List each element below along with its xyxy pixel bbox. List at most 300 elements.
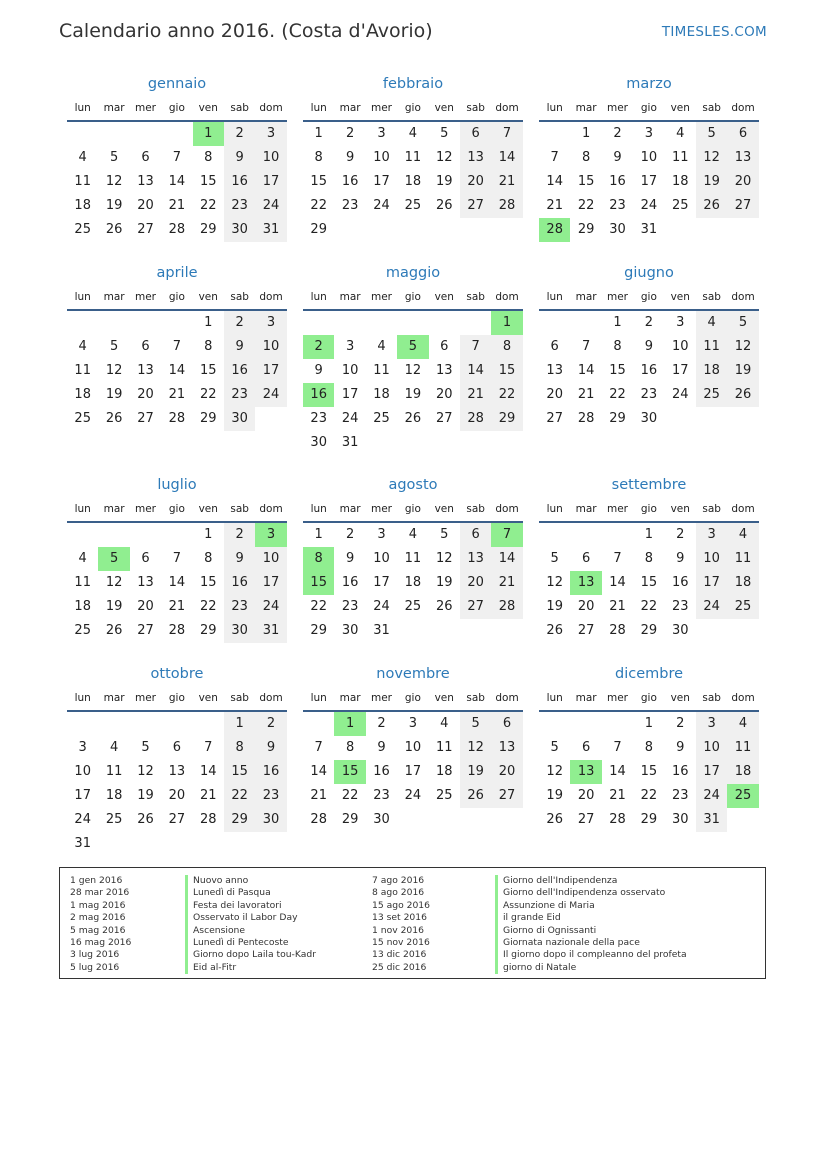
day-cell: 20 bbox=[577, 788, 595, 803]
day-cell: 25 bbox=[74, 222, 91, 237]
day-cell: 30 bbox=[310, 435, 327, 450]
days-grid bbox=[303, 712, 523, 832]
day-cell: 25 bbox=[105, 812, 123, 827]
weekday-label: gio bbox=[168, 291, 185, 303]
weekday-label: ven bbox=[670, 102, 690, 114]
day-cell: 14 bbox=[199, 764, 217, 779]
day-cell: 10 bbox=[255, 547, 286, 571]
weekday-label: mar bbox=[103, 692, 125, 704]
day-cell: 9 bbox=[224, 146, 255, 170]
day-cell: 25 bbox=[727, 595, 758, 619]
day-cell: 25 bbox=[404, 599, 422, 614]
day-cell: 19 bbox=[460, 760, 491, 784]
day-cell: 7 bbox=[172, 551, 181, 566]
empty-cell bbox=[130, 523, 161, 547]
days-grid bbox=[67, 122, 287, 242]
day-cell: 16 bbox=[224, 571, 255, 595]
day-cell: 6 bbox=[172, 740, 181, 755]
day-cell: 26 bbox=[435, 599, 453, 614]
weekday-label: lun bbox=[74, 503, 91, 515]
weekday-label: sab bbox=[702, 692, 721, 704]
month-novembre bbox=[303, 662, 523, 832]
day-cell: 12 bbox=[727, 335, 758, 359]
day-cell: 15 bbox=[199, 575, 217, 590]
day-cell: 7 bbox=[581, 339, 591, 354]
empty-cell bbox=[570, 523, 601, 547]
day-cell: 4 bbox=[696, 311, 727, 335]
empty-cell bbox=[161, 311, 192, 335]
empty-cell bbox=[334, 311, 365, 335]
day-cell: 26 bbox=[105, 623, 123, 638]
day-cell: 26 bbox=[137, 812, 154, 827]
day-cell: 10 bbox=[255, 335, 286, 359]
day-cell: 4 bbox=[440, 716, 449, 731]
day-cell: 21 bbox=[168, 198, 186, 213]
day-cell: 18 bbox=[105, 788, 123, 803]
day-cell: 24 bbox=[255, 595, 286, 619]
day-cell: 28 bbox=[168, 222, 186, 237]
holiday-day-cell: 13 bbox=[570, 760, 601, 784]
day-cell: 5 bbox=[440, 527, 449, 542]
holiday-day-cell: 5 bbox=[397, 335, 428, 359]
day-cell: 11 bbox=[74, 575, 91, 590]
day-cell: 28 bbox=[460, 407, 491, 431]
day-cell: 28 bbox=[168, 411, 186, 426]
weekday-header bbox=[303, 497, 523, 523]
day-cell: 29 bbox=[310, 623, 327, 638]
day-cell: 18 bbox=[671, 174, 689, 189]
empty-cell bbox=[67, 122, 98, 146]
day-cell: 26 bbox=[105, 411, 123, 426]
weekday-header bbox=[539, 497, 759, 523]
day-cell: 13 bbox=[137, 363, 154, 378]
weekday-label: ven bbox=[434, 291, 454, 303]
month-luglio bbox=[67, 473, 287, 643]
day-cell: 12 bbox=[137, 764, 154, 779]
weekday-label: mer bbox=[606, 692, 628, 704]
weekday-label: mar bbox=[575, 291, 597, 303]
day-cell: 14 bbox=[609, 575, 626, 590]
day-cell: 17 bbox=[341, 387, 359, 402]
day-cell: 11 bbox=[727, 736, 758, 760]
page-title: Calendario anno 2016. (Costa d'Avorio) bbox=[59, 20, 433, 42]
day-cell: 7 bbox=[172, 339, 181, 354]
legend-holiday-name: Ascensione bbox=[185, 925, 316, 937]
day-cell: 3 bbox=[345, 339, 355, 354]
legend-names-col-1 bbox=[185, 875, 316, 974]
weekday-label: ven bbox=[670, 503, 690, 515]
days-grid bbox=[303, 122, 523, 242]
day-cell: 24 bbox=[640, 198, 658, 213]
day-cell: 12 bbox=[105, 575, 123, 590]
day-cell: 10 bbox=[74, 764, 91, 779]
weekday-label: gio bbox=[640, 102, 657, 114]
legend-date: 28 mar 2016 bbox=[70, 887, 130, 899]
weekday-label: dom bbox=[495, 503, 519, 515]
day-cell: 27 bbox=[435, 411, 453, 426]
weekday-header bbox=[539, 96, 759, 122]
holiday-day-cell: 8 bbox=[303, 547, 334, 571]
month-febbraio bbox=[303, 72, 523, 242]
day-cell: 8 bbox=[314, 150, 323, 165]
month-giugno bbox=[539, 261, 759, 431]
weekday-label: mar bbox=[339, 291, 361, 303]
day-cell: 31 bbox=[255, 218, 286, 242]
day-cell: 1 bbox=[314, 126, 323, 141]
day-cell: 22 bbox=[577, 198, 595, 213]
empty-cell bbox=[366, 311, 397, 335]
weekday-label: dom bbox=[495, 692, 519, 704]
day-cell: 9 bbox=[314, 363, 323, 378]
day-cell: 28 bbox=[168, 623, 186, 638]
days-grid bbox=[303, 523, 523, 643]
empty-cell bbox=[602, 712, 633, 736]
day-cell: 24 bbox=[696, 784, 727, 808]
brand-link[interactable]: TIMESLES.COM bbox=[661, 24, 767, 40]
day-cell: 12 bbox=[460, 736, 491, 760]
month-ottobre bbox=[67, 662, 287, 856]
weekday-label: dom bbox=[259, 692, 283, 704]
empty-cell bbox=[602, 523, 633, 547]
day-cell: 18 bbox=[727, 571, 758, 595]
day-cell: 13 bbox=[137, 174, 154, 189]
holiday-day-cell: 7 bbox=[491, 523, 522, 547]
weekday-label: sab bbox=[230, 102, 249, 114]
day-cell: 25 bbox=[435, 788, 453, 803]
day-cell: 24 bbox=[255, 383, 286, 407]
day-cell: 17 bbox=[696, 571, 727, 595]
day-cell: 27 bbox=[137, 411, 154, 426]
day-cell: 29 bbox=[491, 407, 522, 431]
day-cell: 4 bbox=[408, 126, 417, 141]
day-cell: 3 bbox=[255, 311, 286, 335]
legend-holiday-name: Lunedì di Pentecoste bbox=[185, 937, 316, 949]
day-cell: 2 bbox=[345, 126, 355, 141]
day-cell: 13 bbox=[168, 764, 186, 779]
day-cell: 30 bbox=[224, 407, 255, 431]
day-cell: 8 bbox=[644, 551, 653, 566]
weekday-label: gio bbox=[404, 692, 421, 704]
day-cell: 10 bbox=[373, 150, 390, 165]
day-cell: 6 bbox=[460, 523, 491, 547]
legend-holiday-name: Eid al-Fitr bbox=[185, 962, 316, 974]
day-cell: 24 bbox=[671, 387, 689, 402]
day-cell: 3 bbox=[377, 126, 386, 141]
day-cell: 31 bbox=[696, 808, 727, 832]
legend-date: 1 nov 2016 bbox=[372, 924, 424, 936]
day-cell: 18 bbox=[74, 599, 91, 614]
day-cell: 6 bbox=[141, 551, 150, 566]
weekday-label: dom bbox=[495, 291, 519, 303]
day-cell: 16 bbox=[341, 174, 359, 189]
weekday-label: mer bbox=[606, 102, 628, 114]
day-cell: 13 bbox=[460, 547, 491, 571]
legend-holiday-name: Assunzione di Maria bbox=[495, 900, 687, 912]
day-cell: 12 bbox=[435, 551, 453, 566]
day-cell: 21 bbox=[199, 788, 217, 803]
day-cell: 24 bbox=[255, 194, 286, 218]
day-cell: 25 bbox=[696, 383, 727, 407]
legend-holiday-name: Giorno dell'Indipendenza bbox=[495, 875, 687, 887]
day-cell: 12 bbox=[105, 363, 123, 378]
empty-cell bbox=[130, 122, 161, 146]
day-cell: 21 bbox=[609, 599, 626, 614]
weekday-label: dom bbox=[731, 102, 755, 114]
day-cell: 14 bbox=[168, 363, 186, 378]
weekday-header bbox=[539, 686, 759, 712]
day-cell: 10 bbox=[696, 736, 727, 760]
weekday-label: sab bbox=[230, 692, 249, 704]
day-cell: 10 bbox=[255, 146, 286, 170]
day-cell: 11 bbox=[727, 547, 758, 571]
day-cell: 12 bbox=[546, 764, 563, 779]
day-cell: 21 bbox=[460, 383, 491, 407]
day-cell: 4 bbox=[109, 740, 119, 755]
day-cell: 2 bbox=[224, 122, 255, 146]
day-cell: 23 bbox=[609, 198, 626, 213]
day-cell: 30 bbox=[373, 812, 390, 827]
day-cell: 11 bbox=[671, 150, 689, 165]
day-cell: 9 bbox=[224, 335, 255, 359]
day-cell: 22 bbox=[640, 788, 658, 803]
legend-date: 8 ago 2016 bbox=[372, 887, 425, 899]
day-cell: 2 bbox=[224, 311, 255, 335]
day-cell: 27 bbox=[460, 595, 491, 619]
legend-holiday-name: il grande Eid bbox=[495, 912, 687, 924]
day-cell: 16 bbox=[671, 764, 689, 779]
day-cell: 1 bbox=[204, 315, 213, 330]
weekday-label: lun bbox=[74, 102, 91, 114]
day-cell: 16 bbox=[373, 764, 390, 779]
weekday-label: mer bbox=[134, 692, 156, 704]
day-cell: 23 bbox=[310, 411, 327, 426]
day-cell: 11 bbox=[404, 551, 422, 566]
empty-cell bbox=[67, 712, 98, 736]
day-cell: 29 bbox=[310, 222, 327, 237]
day-cell: 11 bbox=[696, 335, 727, 359]
day-cell: 1 bbox=[644, 716, 653, 731]
day-cell: 14 bbox=[609, 764, 626, 779]
month-name: ottobre bbox=[150, 666, 204, 682]
day-cell: 21 bbox=[168, 387, 186, 402]
day-cell: 6 bbox=[440, 339, 449, 354]
weekday-label: ven bbox=[670, 291, 690, 303]
day-cell: 9 bbox=[676, 551, 685, 566]
days-grid bbox=[539, 712, 759, 832]
day-cell: 9 bbox=[377, 740, 386, 755]
day-cell: 13 bbox=[435, 363, 453, 378]
day-cell: 26 bbox=[546, 812, 563, 827]
weekday-label: lun bbox=[546, 291, 563, 303]
day-cell: 3 bbox=[78, 740, 87, 755]
weekday-label: dom bbox=[731, 291, 755, 303]
weekday-label: lun bbox=[310, 503, 327, 515]
day-cell: 25 bbox=[671, 198, 689, 213]
day-cell: 14 bbox=[577, 363, 595, 378]
day-cell: 25 bbox=[404, 198, 422, 213]
day-cell: 29 bbox=[640, 812, 658, 827]
weekday-label: ven bbox=[434, 503, 454, 515]
day-cell: 29 bbox=[199, 222, 217, 237]
empty-cell bbox=[539, 523, 570, 547]
legend-holiday-name: Giornata nazionale della pace bbox=[495, 937, 687, 949]
day-cell: 6 bbox=[727, 122, 758, 146]
day-cell: 22 bbox=[199, 599, 217, 614]
weekday-header bbox=[67, 497, 287, 523]
day-cell: 17 bbox=[255, 571, 286, 595]
day-cell: 19 bbox=[435, 575, 453, 590]
weekday-label: sab bbox=[702, 102, 721, 114]
day-cell: 10 bbox=[341, 363, 359, 378]
weekday-label: mar bbox=[339, 692, 361, 704]
day-cell: 20 bbox=[137, 198, 154, 213]
weekday-label: ven bbox=[198, 291, 218, 303]
weekday-label: gio bbox=[640, 503, 657, 515]
day-cell: 1 bbox=[314, 527, 323, 542]
day-cell: 2 bbox=[377, 716, 386, 731]
day-cell: 8 bbox=[204, 339, 213, 354]
day-cell: 2 bbox=[255, 712, 286, 736]
day-cell: 5 bbox=[696, 122, 727, 146]
holiday-day-cell: 3 bbox=[255, 523, 286, 547]
holiday-day-cell: 16 bbox=[303, 383, 334, 407]
empty-cell bbox=[193, 712, 224, 736]
day-cell: 21 bbox=[546, 198, 563, 213]
day-cell: 22 bbox=[640, 599, 658, 614]
day-cell: 7 bbox=[460, 335, 491, 359]
day-cell: 11 bbox=[435, 740, 453, 755]
day-cell: 28 bbox=[310, 812, 327, 827]
legend-holiday-name: Lunedì di Pasqua bbox=[185, 887, 316, 899]
day-cell: 31 bbox=[74, 836, 91, 851]
holiday-day-cell: 1 bbox=[193, 122, 224, 146]
legend-date: 5 lug 2016 bbox=[70, 961, 120, 973]
day-cell: 21 bbox=[491, 170, 522, 194]
weekday-label: mer bbox=[134, 503, 156, 515]
weekday-header bbox=[67, 285, 287, 311]
day-cell: 6 bbox=[550, 339, 559, 354]
month-settembre bbox=[539, 473, 759, 643]
day-cell: 24 bbox=[341, 411, 359, 426]
legend-holiday-name: Nuovo anno bbox=[185, 875, 316, 887]
day-cell: 23 bbox=[640, 387, 658, 402]
day-cell: 30 bbox=[609, 222, 626, 237]
day-cell: 17 bbox=[404, 764, 422, 779]
day-cell: 25 bbox=[373, 411, 390, 426]
day-cell: 14 bbox=[310, 764, 327, 779]
month-aprile bbox=[67, 261, 287, 431]
weekday-label: mar bbox=[575, 692, 597, 704]
day-cell: 15 bbox=[199, 174, 217, 189]
day-cell: 23 bbox=[341, 198, 359, 213]
day-cell: 30 bbox=[671, 812, 689, 827]
day-cell: 20 bbox=[137, 599, 154, 614]
day-cell: 18 bbox=[696, 359, 727, 383]
day-cell: 23 bbox=[671, 788, 689, 803]
day-cell: 24 bbox=[373, 198, 390, 213]
empty-cell bbox=[303, 311, 334, 335]
day-cell: 17 bbox=[255, 170, 286, 194]
days-grid bbox=[539, 311, 759, 431]
day-cell: 31 bbox=[341, 435, 359, 450]
weekday-label: mar bbox=[339, 503, 361, 515]
legend-date: 7 ago 2016 bbox=[372, 875, 425, 886]
day-cell: 27 bbox=[491, 784, 522, 808]
holiday-day-cell: 28 bbox=[539, 218, 570, 242]
day-cell: 20 bbox=[727, 170, 758, 194]
day-cell: 12 bbox=[404, 363, 422, 378]
day-cell: 16 bbox=[640, 363, 658, 378]
month-name: dicembre bbox=[614, 666, 684, 682]
month-name: luglio bbox=[157, 477, 197, 493]
day-cell: 29 bbox=[199, 623, 217, 638]
empty-cell bbox=[98, 523, 129, 547]
empty-cell bbox=[397, 311, 428, 335]
day-cell: 27 bbox=[577, 623, 595, 638]
month-dicembre bbox=[539, 662, 759, 832]
day-cell: 5 bbox=[109, 150, 119, 165]
weekday-label: ven bbox=[198, 692, 218, 704]
day-cell: 15 bbox=[640, 764, 658, 779]
day-cell: 1 bbox=[224, 712, 255, 736]
day-cell: 1 bbox=[581, 126, 591, 141]
weekday-label: dom bbox=[259, 503, 283, 515]
day-cell: 29 bbox=[609, 411, 626, 426]
day-cell: 14 bbox=[168, 174, 186, 189]
day-cell: 6 bbox=[141, 150, 150, 165]
day-cell: 1 bbox=[613, 315, 622, 330]
month-name: aprile bbox=[156, 265, 198, 281]
legend-date: 13 dic 2016 bbox=[372, 949, 427, 961]
day-cell: 20 bbox=[460, 571, 491, 595]
day-cell: 31 bbox=[640, 222, 658, 237]
day-cell: 8 bbox=[204, 551, 213, 566]
day-cell: 9 bbox=[613, 150, 622, 165]
weekday-label: mer bbox=[134, 102, 156, 114]
day-cell: 2 bbox=[613, 126, 622, 141]
day-cell: 8 bbox=[644, 740, 653, 755]
legend-dates-col-2 bbox=[372, 875, 430, 974]
day-cell: 30 bbox=[255, 808, 286, 832]
weekday-label: mer bbox=[370, 692, 392, 704]
month-gennaio bbox=[67, 72, 287, 242]
holiday-day-cell: 1 bbox=[491, 311, 522, 335]
month-name: agosto bbox=[388, 477, 438, 493]
day-cell: 31 bbox=[373, 623, 390, 638]
weekday-label: lun bbox=[74, 692, 91, 704]
day-cell: 18 bbox=[74, 198, 91, 213]
empty-cell bbox=[429, 311, 460, 335]
day-cell: 25 bbox=[74, 411, 91, 426]
day-cell: 26 bbox=[404, 411, 422, 426]
weekday-label: mer bbox=[606, 291, 628, 303]
empty-cell bbox=[539, 712, 570, 736]
day-cell: 23 bbox=[671, 599, 689, 614]
day-cell: 27 bbox=[727, 194, 758, 218]
weekday-label: sab bbox=[466, 692, 485, 704]
weekday-label: dom bbox=[259, 102, 283, 114]
holiday-day-cell: 1 bbox=[334, 712, 365, 736]
weekday-label: sab bbox=[466, 102, 485, 114]
day-cell: 29 bbox=[199, 411, 217, 426]
day-cell: 19 bbox=[137, 788, 154, 803]
day-cell: 19 bbox=[546, 788, 563, 803]
day-cell: 27 bbox=[137, 623, 154, 638]
day-cell: 17 bbox=[373, 575, 390, 590]
day-cell: 8 bbox=[224, 736, 255, 760]
empty-cell bbox=[539, 311, 570, 335]
day-cell: 4 bbox=[408, 527, 417, 542]
